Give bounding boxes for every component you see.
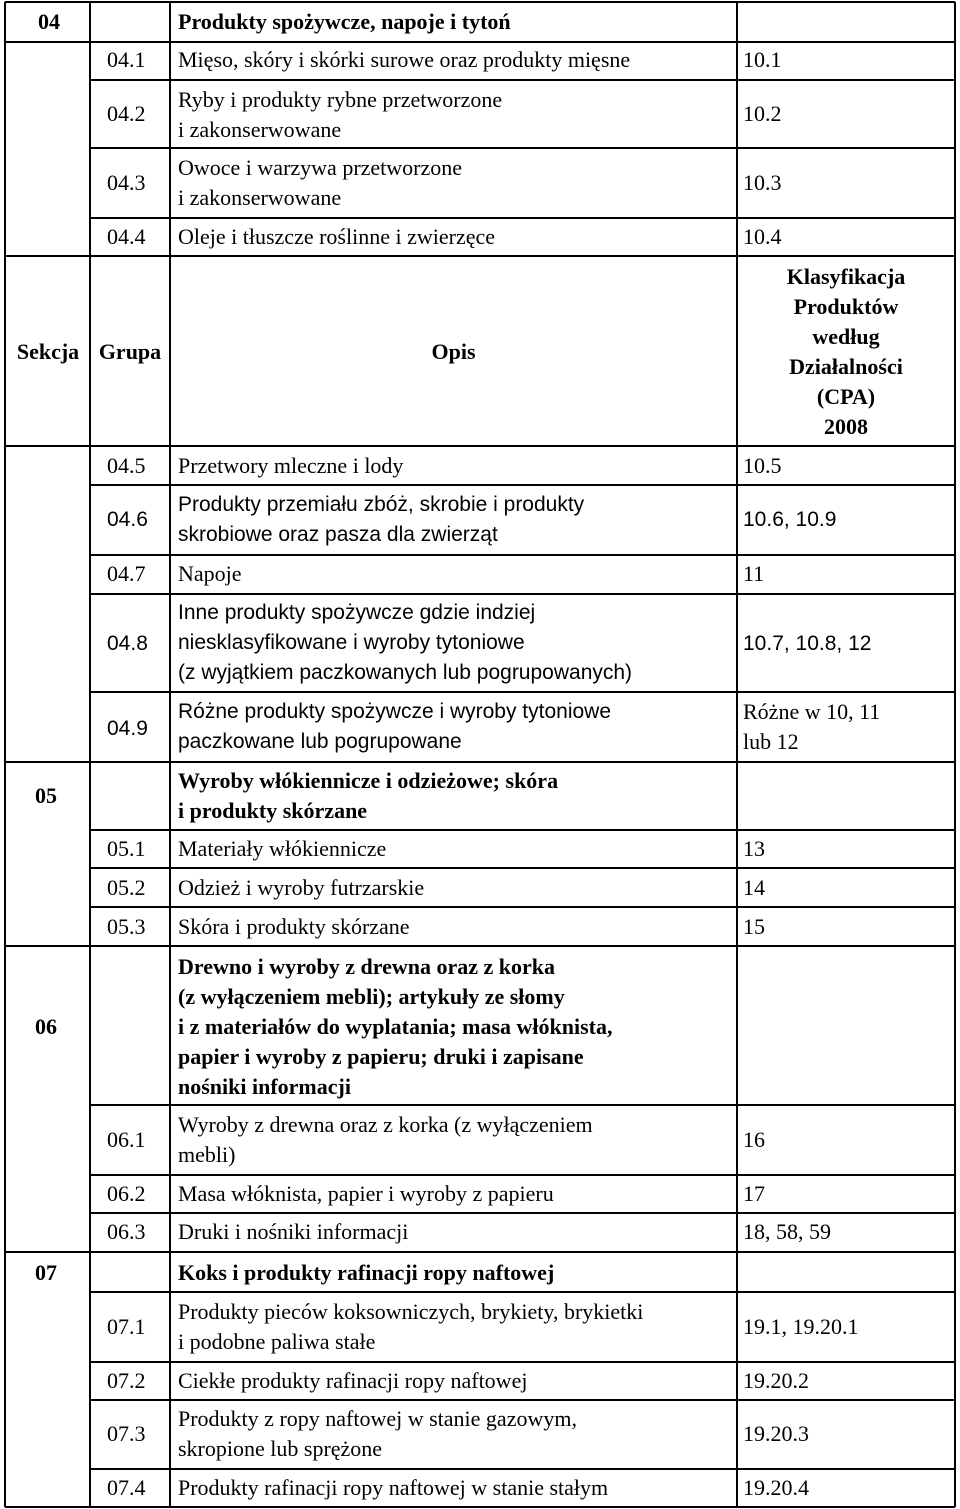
cpa-code: 19.20.2 xyxy=(743,1368,809,1393)
grupa-opis: i podobne paliwa stałe xyxy=(178,1329,376,1354)
cpa-code: 10.1 xyxy=(743,47,782,72)
grupa-opis: Produkty z ropy naftowej w stanie gazowym, xyxy=(178,1406,577,1431)
grupa-opis: Różne produkty spożywcze i wyroby tytoniowe xyxy=(178,700,612,723)
header-grupa: Grupa xyxy=(98,339,162,364)
cpa-code: 10.6, 10.9 xyxy=(743,508,837,531)
sekcja-code: 04 xyxy=(38,9,60,34)
grupa-code: 04.3 xyxy=(107,170,146,195)
header-cpa xyxy=(738,262,954,442)
header-cpa-line: (CPA) xyxy=(816,384,876,409)
cpa-code: 15 xyxy=(743,914,765,939)
grupa-opis: Oleje i tłuszcze roślinne i zwierzęce xyxy=(178,224,496,249)
header-cpa-line: według xyxy=(812,324,880,349)
grupa-opis: i zakonserwowane xyxy=(178,185,342,210)
grupa-code: 05.2 xyxy=(107,875,146,900)
sekcja-title: i produkty skórzane xyxy=(178,798,368,823)
cpa-code: 14 xyxy=(743,875,765,900)
grupa-code: 04.5 xyxy=(107,453,146,478)
sekcja-title: nośniki informacji xyxy=(178,1074,351,1099)
grupa-opis: paczkowane lub pogrupowane xyxy=(178,730,462,753)
grupa-opis: Produkty przemiału zbóż, skrobie i produkty xyxy=(178,493,585,516)
cpa-code: 10.5 xyxy=(743,453,782,478)
sekcja-code: 06 xyxy=(35,1014,57,1039)
grupa-opis: Produkty rafinacji ropy naftowej w stanie stałym xyxy=(178,1475,609,1500)
cpa-code: 19.20.4 xyxy=(743,1475,809,1500)
sekcja-title: Wyroby włókiennicze i odzieżowe; skóra xyxy=(178,768,559,793)
cpa-code: lub 12 xyxy=(743,729,799,754)
grupa-opis: skropione lub sprężone xyxy=(178,1436,383,1461)
grupa-code: 05.1 xyxy=(107,836,146,861)
sekcja-title: (z wyłączeniem mebli); artykuły ze słomy xyxy=(178,984,565,1009)
sekcja-code: 05 xyxy=(35,783,57,808)
sekcja-title: i z materiałów do wyplatania; masa włóknista, xyxy=(178,1014,613,1039)
cpa-code: 10.3 xyxy=(743,170,782,195)
grupa-code: 04.6 xyxy=(107,508,148,531)
cpa-code: 11 xyxy=(743,561,765,586)
sekcja-title: Produkty spożywcze, napoje i tytoń xyxy=(178,9,511,34)
sekcja-code: 07 xyxy=(35,1260,57,1285)
cpa-code: 16 xyxy=(743,1127,765,1152)
grupa-opis: Wyroby z drewna oraz z korka (z wyłączeniem xyxy=(178,1112,593,1137)
grupa-opis: Skóra i produkty skórzane xyxy=(178,914,410,939)
header-cpa-line: Klasyfikacja xyxy=(786,264,906,289)
grupa-opis: (z wyjątkiem paczkowanych lub pogrupowanych) xyxy=(178,661,633,684)
grupa-opis: Napoje xyxy=(178,561,242,586)
grupa-code: 07.3 xyxy=(107,1421,146,1446)
grupa-opis: mebli) xyxy=(178,1142,236,1167)
cpa-code: 17 xyxy=(743,1181,765,1206)
header-cpa-line: Działalności xyxy=(789,354,903,379)
grupa-code: 06.1 xyxy=(107,1127,146,1152)
grupa-opis: Inne produkty spożywcze gdzie indziej xyxy=(178,601,536,624)
grupa-opis: Ryby i produkty rybne przetworzone xyxy=(178,87,503,112)
sekcja-title: papier i wyroby z papieru; druki i zapisane xyxy=(178,1044,584,1069)
grupa-opis: Owoce i warzywa przetworzone xyxy=(178,155,463,180)
cpa-code: 10.7, 10.8, 12 xyxy=(743,632,872,655)
grupa-code: 07.2 xyxy=(107,1368,146,1393)
header-cpa-line: Produktów xyxy=(793,294,899,319)
cpa-code: 13 xyxy=(743,836,765,861)
grupa-opis: Druki i nośniki informacji xyxy=(178,1219,409,1244)
grupa-code: 06.2 xyxy=(107,1181,146,1206)
grupa-code: 04.2 xyxy=(107,101,146,126)
grupa-code: 04.9 xyxy=(107,717,148,740)
cpa-code: 19.1, 19.20.1 xyxy=(743,1314,859,1339)
grupa-opis: Masa włóknista, papier i wyroby z papieru xyxy=(178,1181,554,1206)
cpa-code: 10.4 xyxy=(743,224,782,249)
grupa-code: 06.3 xyxy=(107,1219,146,1244)
cpa-code: 19.20.3 xyxy=(743,1421,809,1446)
header-opis: Opis xyxy=(431,339,476,364)
grupa-opis: Mięso, skóry i skórki surowe oraz produkty mięsne xyxy=(178,47,631,72)
grupa-code: 04.7 xyxy=(107,561,146,586)
grupa-opis: Ciekłe produkty rafinacji ropy naftowej xyxy=(178,1368,528,1393)
grupa-code: 04.4 xyxy=(107,224,146,249)
grupa-opis: niesklasyfikowane i wyroby tytoniowe xyxy=(178,631,525,654)
grupa-code: 05.3 xyxy=(107,914,146,939)
grupa-opis: i zakonserwowane xyxy=(178,117,342,142)
cpa-code: 10.2 xyxy=(743,101,782,126)
sekcja-title: Drewno i wyroby z drewna oraz z korka xyxy=(178,954,556,979)
header-cpa-line: 2008 xyxy=(824,414,868,439)
grupa-opis: Produkty pieców koksowniczych, brykiety, brykietki xyxy=(178,1299,644,1324)
sekcja-title: Koks i produkty rafinacji ropy naftowej xyxy=(178,1260,555,1285)
grupa-code: 04.1 xyxy=(107,47,146,72)
grupa-opis: Przetwory mleczne i lody xyxy=(178,453,404,478)
grupa-code: 04.8 xyxy=(107,632,148,655)
header-sekcja: Sekcja xyxy=(16,339,80,364)
grupa-code: 07.1 xyxy=(107,1314,146,1339)
grupa-opis: Materiały włókiennicze xyxy=(178,836,387,861)
cpa-code: 18, 58, 59 xyxy=(743,1219,831,1244)
grupa-code: 07.4 xyxy=(107,1475,146,1500)
cpa-code: Różne w 10, 11 xyxy=(743,699,881,724)
grupa-opis: Odzież i wyroby futrzarskie xyxy=(178,875,425,900)
grupa-opis: skrobiowe oraz pasza dla zwierząt xyxy=(178,523,498,546)
